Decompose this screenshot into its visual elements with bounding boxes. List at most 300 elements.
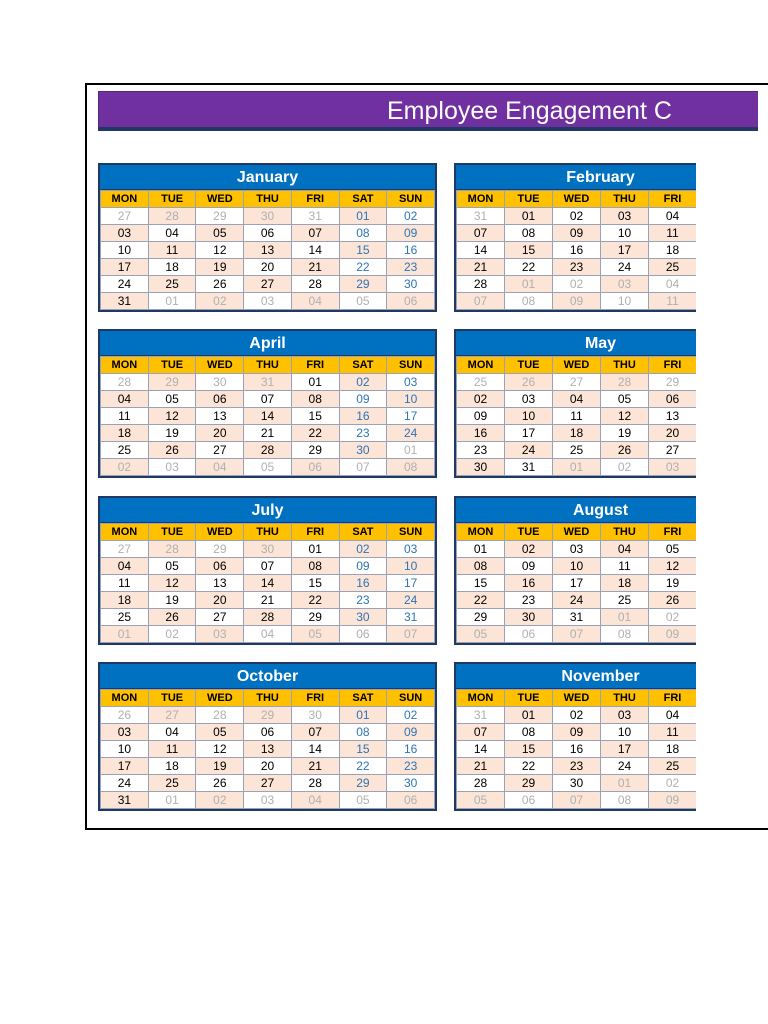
week-row	[101, 541, 435, 558]
day-cell: 30	[505, 609, 553, 626]
day-cell: 03	[196, 626, 244, 643]
week-row	[457, 741, 697, 758]
month-title: February	[456, 165, 696, 190]
day-cell: 06	[196, 558, 244, 575]
day-cell: 30	[339, 609, 387, 626]
day-cell: 18	[649, 242, 697, 259]
day-cell: 26	[649, 592, 697, 609]
week-row	[457, 459, 697, 476]
day-cell: 04	[196, 459, 244, 476]
day-cell: 30	[457, 459, 505, 476]
day-header: TUE	[505, 524, 553, 541]
day-cell: 18	[101, 592, 149, 609]
day-cell: 18	[601, 575, 649, 592]
calendar-grid	[100, 190, 435, 310]
day-cell: 05	[601, 391, 649, 408]
week-row	[457, 425, 697, 442]
day-cell: 12	[196, 741, 244, 758]
day-header: THU	[601, 357, 649, 374]
day-cell: 10	[387, 558, 435, 575]
day-cell: 27	[244, 775, 292, 792]
calendar-grid	[456, 523, 696, 643]
day-cell: 01	[148, 792, 196, 809]
day-header: FRI	[649, 524, 697, 541]
day-cell: 24	[387, 425, 435, 442]
day-cell: 26	[196, 276, 244, 293]
week-row	[101, 425, 435, 442]
day-cell: 16	[457, 425, 505, 442]
day-cell: 15	[339, 741, 387, 758]
day-cell: 11	[601, 558, 649, 575]
day-header: TUE	[148, 690, 196, 707]
day-cell: 05	[196, 724, 244, 741]
week-row	[457, 208, 697, 225]
day-cell: 31	[387, 609, 435, 626]
day-cell: 31	[457, 707, 505, 724]
day-cell: 11	[649, 293, 697, 310]
day-cell: 02	[339, 374, 387, 391]
day-header: MON	[101, 524, 149, 541]
day-header: MON	[457, 524, 505, 541]
day-header: TUE	[148, 191, 196, 208]
day-cell: 02	[553, 208, 601, 225]
day-cell: 03	[505, 391, 553, 408]
day-cell: 02	[101, 459, 149, 476]
day-cell: 06	[291, 459, 339, 476]
day-header: MON	[101, 191, 149, 208]
day-cell: 29	[244, 707, 292, 724]
day-cell: 02	[387, 208, 435, 225]
day-cell: 26	[196, 775, 244, 792]
day-cell: 19	[601, 425, 649, 442]
day-cell: 16	[553, 741, 601, 758]
day-cell: 03	[553, 541, 601, 558]
day-cell: 08	[505, 293, 553, 310]
day-cell: 09	[505, 558, 553, 575]
day-cell: 02	[339, 541, 387, 558]
calendar-grid	[100, 689, 435, 809]
day-header: TUE	[505, 357, 553, 374]
week-row	[457, 541, 697, 558]
calendar-grid	[456, 190, 696, 310]
day-cell: 22	[291, 592, 339, 609]
day-cell: 08	[339, 225, 387, 242]
day-cell: 04	[291, 792, 339, 809]
day-cell: 12	[148, 575, 196, 592]
day-cell: 10	[101, 242, 149, 259]
day-cell: 05	[196, 225, 244, 242]
day-cell: 12	[649, 558, 697, 575]
day-header: MON	[101, 357, 149, 374]
day-cell: 22	[457, 592, 505, 609]
day-cell: 30	[553, 775, 601, 792]
day-header-row	[101, 357, 435, 374]
day-cell: 28	[291, 276, 339, 293]
calendar-grid	[100, 356, 435, 476]
day-cell: 14	[291, 242, 339, 259]
day-cell: 16	[505, 575, 553, 592]
day-cell: 04	[649, 208, 697, 225]
day-cell: 26	[505, 374, 553, 391]
day-header: WED	[553, 191, 601, 208]
day-cell: 20	[196, 592, 244, 609]
day-cell: 13	[244, 242, 292, 259]
week-row	[457, 626, 697, 643]
day-cell: 29	[505, 775, 553, 792]
day-cell: 14	[244, 575, 292, 592]
day-cell: 31	[101, 293, 149, 310]
day-cell: 03	[601, 276, 649, 293]
day-cell: 02	[148, 626, 196, 643]
day-cell: 23	[505, 592, 553, 609]
day-cell: 09	[339, 558, 387, 575]
day-cell: 31	[291, 208, 339, 225]
day-header: FRI	[649, 690, 697, 707]
day-header: TUE	[148, 357, 196, 374]
day-cell: 24	[505, 442, 553, 459]
day-header: MON	[457, 690, 505, 707]
day-cell: 22	[339, 758, 387, 775]
month-title: November	[456, 664, 696, 689]
day-header: TUE	[505, 690, 553, 707]
day-cell: 28	[148, 208, 196, 225]
day-cell: 06	[387, 293, 435, 310]
week-row	[457, 442, 697, 459]
week-row	[101, 391, 435, 408]
day-cell: 06	[339, 626, 387, 643]
day-cell: 18	[148, 259, 196, 276]
day-cell: 26	[148, 442, 196, 459]
day-cell: 21	[457, 259, 505, 276]
day-cell: 29	[196, 541, 244, 558]
day-cell: 31	[457, 208, 505, 225]
day-cell: 03	[601, 208, 649, 225]
day-cell: 25	[649, 758, 697, 775]
day-cell: 16	[387, 242, 435, 259]
day-cell: 24	[601, 758, 649, 775]
day-cell: 23	[387, 758, 435, 775]
day-cell: 09	[339, 391, 387, 408]
month-title: August	[456, 498, 696, 523]
day-cell: 19	[148, 592, 196, 609]
day-cell: 25	[148, 276, 196, 293]
day-cell: 04	[649, 276, 697, 293]
day-cell: 27	[196, 442, 244, 459]
day-header: TUE	[505, 191, 553, 208]
day-cell: 29	[649, 374, 697, 391]
day-cell: 03	[244, 792, 292, 809]
day-cell: 21	[291, 259, 339, 276]
day-cell: 04	[101, 558, 149, 575]
day-cell: 07	[244, 391, 292, 408]
day-cell: 01	[553, 459, 601, 476]
day-cell: 06	[505, 626, 553, 643]
day-cell: 07	[291, 724, 339, 741]
day-cell: 05	[457, 792, 505, 809]
day-header: THU	[244, 191, 292, 208]
day-cell: 01	[601, 609, 649, 626]
day-cell: 06	[505, 792, 553, 809]
day-cell: 07	[457, 225, 505, 242]
week-row	[101, 775, 435, 792]
month-august	[454, 496, 696, 645]
day-cell: 01	[601, 775, 649, 792]
day-header: FRI	[649, 357, 697, 374]
day-cell: 22	[339, 259, 387, 276]
day-cell: 17	[387, 408, 435, 425]
day-cell: 11	[649, 225, 697, 242]
day-cell: 05	[148, 558, 196, 575]
day-cell: 05	[148, 391, 196, 408]
day-cell: 07	[244, 558, 292, 575]
day-cell: 01	[339, 208, 387, 225]
day-cell: 02	[649, 609, 697, 626]
day-header: SAT	[339, 191, 387, 208]
day-cell: 01	[387, 442, 435, 459]
day-cell: 02	[505, 541, 553, 558]
day-cell: 26	[101, 707, 149, 724]
calendar-grid	[456, 356, 696, 476]
day-cell: 24	[601, 259, 649, 276]
month-title: April	[100, 331, 435, 356]
day-header: WED	[553, 524, 601, 541]
day-cell: 31	[505, 459, 553, 476]
day-cell: 15	[291, 575, 339, 592]
day-cell: 02	[196, 792, 244, 809]
week-row	[101, 758, 435, 775]
day-cell: 03	[649, 459, 697, 476]
day-cell: 16	[553, 242, 601, 259]
day-cell: 27	[196, 609, 244, 626]
week-row	[457, 609, 697, 626]
day-cell: 05	[339, 293, 387, 310]
week-row	[457, 724, 697, 741]
day-cell: 12	[148, 408, 196, 425]
day-cell: 22	[505, 259, 553, 276]
day-cell: 31	[101, 792, 149, 809]
day-cell: 07	[553, 792, 601, 809]
week-row	[457, 391, 697, 408]
week-row	[101, 558, 435, 575]
week-row	[457, 575, 697, 592]
day-cell: 17	[553, 575, 601, 592]
day-header: WED	[196, 690, 244, 707]
week-row	[457, 276, 697, 293]
day-cell: 25	[649, 259, 697, 276]
day-header: MON	[101, 690, 149, 707]
day-header: FRI	[291, 357, 339, 374]
day-cell: 29	[196, 208, 244, 225]
week-row	[101, 293, 435, 310]
week-row	[101, 208, 435, 225]
day-cell: 17	[101, 758, 149, 775]
day-cell: 15	[339, 242, 387, 259]
day-cell: 05	[457, 626, 505, 643]
day-header: WED	[196, 357, 244, 374]
week-row	[457, 758, 697, 775]
day-cell: 05	[291, 626, 339, 643]
day-cell: 09	[457, 408, 505, 425]
day-cell: 23	[339, 425, 387, 442]
day-cell: 26	[601, 442, 649, 459]
day-cell: 03	[244, 293, 292, 310]
day-header: SAT	[339, 357, 387, 374]
day-cell: 25	[148, 775, 196, 792]
day-header: SUN	[387, 524, 435, 541]
day-cell: 17	[505, 425, 553, 442]
day-cell: 27	[101, 541, 149, 558]
day-cell: 05	[244, 459, 292, 476]
calendar-grid	[100, 523, 435, 643]
day-cell: 24	[101, 775, 149, 792]
day-cell: 14	[244, 408, 292, 425]
day-cell: 10	[101, 741, 149, 758]
day-cell: 08	[339, 724, 387, 741]
day-cell: 23	[553, 259, 601, 276]
day-cell: 05	[649, 541, 697, 558]
day-cell: 11	[148, 242, 196, 259]
day-cell: 29	[457, 609, 505, 626]
day-cell: 20	[196, 425, 244, 442]
day-cell: 18	[101, 425, 149, 442]
day-cell: 25	[553, 442, 601, 459]
day-cell: 02	[553, 276, 601, 293]
day-cell: 11	[101, 408, 149, 425]
day-cell: 25	[601, 592, 649, 609]
day-cell: 31	[244, 374, 292, 391]
day-header: SUN	[387, 357, 435, 374]
day-cell: 28	[291, 775, 339, 792]
day-header-row	[101, 524, 435, 541]
day-cell: 28	[457, 775, 505, 792]
day-cell: 30	[244, 541, 292, 558]
day-header: THU	[244, 357, 292, 374]
week-row	[101, 374, 435, 391]
day-cell: 01	[101, 626, 149, 643]
day-header: TUE	[148, 524, 196, 541]
day-cell: 24	[101, 276, 149, 293]
day-header: THU	[244, 524, 292, 541]
day-cell: 02	[196, 293, 244, 310]
day-header: WED	[196, 191, 244, 208]
day-cell: 18	[649, 741, 697, 758]
day-cell: 22	[505, 758, 553, 775]
day-cell: 10	[505, 408, 553, 425]
month-title: January	[100, 165, 435, 190]
day-cell: 08	[291, 558, 339, 575]
day-cell: 10	[387, 391, 435, 408]
day-cell: 02	[553, 707, 601, 724]
day-cell: 20	[649, 425, 697, 442]
month-april	[98, 329, 437, 478]
day-cell: 23	[387, 259, 435, 276]
week-row	[101, 276, 435, 293]
day-cell: 02	[387, 707, 435, 724]
day-cell: 04	[291, 293, 339, 310]
day-cell: 04	[601, 541, 649, 558]
day-cell: 16	[387, 741, 435, 758]
week-row	[457, 242, 697, 259]
week-row	[101, 408, 435, 425]
day-header: SAT	[339, 690, 387, 707]
week-row	[101, 459, 435, 476]
week-row	[101, 626, 435, 643]
day-cell: 24	[553, 592, 601, 609]
week-row	[457, 707, 697, 724]
day-cell: 23	[553, 758, 601, 775]
week-row	[457, 558, 697, 575]
day-cell: 09	[553, 293, 601, 310]
day-cell: 20	[244, 259, 292, 276]
day-cell: 13	[244, 741, 292, 758]
day-cell: 12	[601, 408, 649, 425]
day-cell: 25	[101, 609, 149, 626]
day-header: SUN	[387, 690, 435, 707]
day-header: THU	[601, 690, 649, 707]
day-cell: 27	[148, 707, 196, 724]
day-cell: 15	[505, 741, 553, 758]
day-cell: 07	[457, 293, 505, 310]
day-cell: 29	[148, 374, 196, 391]
day-cell: 25	[101, 442, 149, 459]
day-cell: 01	[505, 208, 553, 225]
day-cell: 30	[339, 442, 387, 459]
day-cell: 07	[339, 459, 387, 476]
day-cell: 04	[244, 626, 292, 643]
week-row	[457, 225, 697, 242]
month-title: May	[456, 331, 696, 356]
day-header-row	[101, 191, 435, 208]
day-cell: 04	[649, 707, 697, 724]
week-row	[457, 792, 697, 809]
day-header: FRI	[649, 191, 697, 208]
day-cell: 28	[101, 374, 149, 391]
week-row	[101, 724, 435, 741]
day-header-row	[457, 357, 697, 374]
day-cell: 08	[505, 724, 553, 741]
day-cell: 17	[387, 575, 435, 592]
day-header: MON	[457, 191, 505, 208]
day-cell: 10	[601, 225, 649, 242]
day-header-row	[457, 690, 697, 707]
day-cell: 17	[101, 259, 149, 276]
month-may	[454, 329, 696, 478]
day-cell: 09	[387, 724, 435, 741]
day-header: FRI	[291, 690, 339, 707]
day-header: WED	[196, 524, 244, 541]
day-cell: 24	[387, 592, 435, 609]
day-cell: 21	[244, 592, 292, 609]
day-cell: 30	[291, 707, 339, 724]
day-cell: 16	[339, 575, 387, 592]
day-cell: 03	[148, 459, 196, 476]
day-cell: 09	[553, 724, 601, 741]
day-cell: 11	[649, 724, 697, 741]
day-cell: 04	[553, 391, 601, 408]
day-header: THU	[601, 524, 649, 541]
day-cell: 03	[387, 541, 435, 558]
day-cell: 07	[291, 225, 339, 242]
month-title: July	[100, 498, 435, 523]
day-cell: 06	[244, 724, 292, 741]
day-cell: 07	[553, 626, 601, 643]
week-row	[457, 259, 697, 276]
day-header-row	[457, 191, 697, 208]
day-cell: 01	[505, 276, 553, 293]
day-cell: 15	[505, 242, 553, 259]
day-cell: 10	[601, 724, 649, 741]
day-cell: 22	[291, 425, 339, 442]
